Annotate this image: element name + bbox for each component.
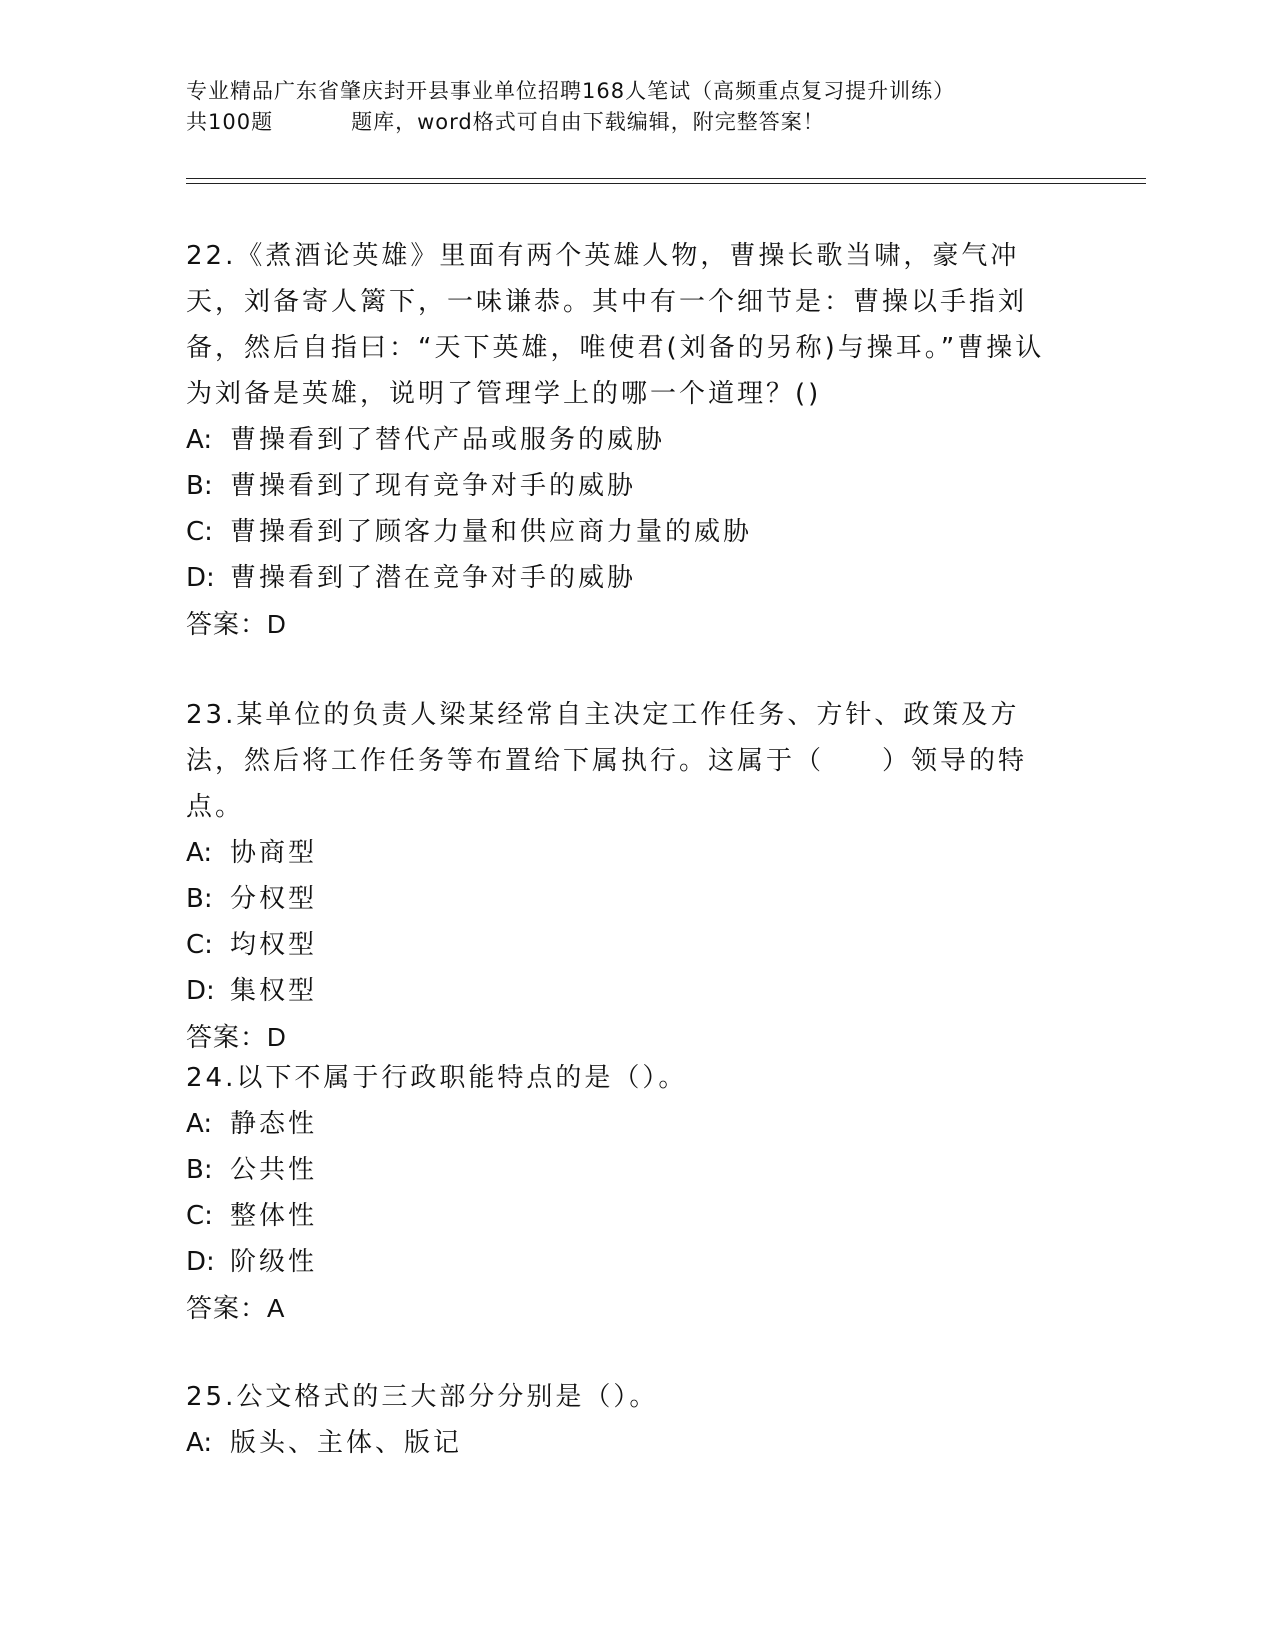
option-c xyxy=(186,1193,1066,1239)
option-label: C: xyxy=(186,1201,213,1231)
option-a xyxy=(186,1101,1066,1147)
option-b xyxy=(186,1147,1066,1193)
option-text: 阶级性 xyxy=(230,1247,318,1277)
option-label: A: xyxy=(186,1428,213,1458)
option-text: 均权型 xyxy=(230,930,318,960)
option-text: 曹操看到了替代产品或服务的威胁 xyxy=(230,425,666,455)
header-rule-bottom xyxy=(186,183,1146,184)
question-24 xyxy=(186,1055,1066,1331)
option-label: A: xyxy=(186,838,213,868)
option-text: 曹操看到了现有竞争对手的威胁 xyxy=(230,471,637,501)
option-c xyxy=(186,509,1066,555)
question-text: 22.《煮酒论英雄》里面有两个英雄人物，曹操长歌当啸，豪气冲天，刘备寄人篱下，一味谦恭。其中有一个细节是：曹操以手指刘备，然后自指曰：“天下英雄，唯使君(刘备的另称)与操耳。”曹操认为刘备是英雄，说明了管理学上的哪一个道理？() xyxy=(186,241,1045,409)
answer-line: 答案：D xyxy=(186,1022,287,1052)
answer-line: 答案：A xyxy=(186,1293,286,1323)
option-text: 协商型 xyxy=(230,838,318,868)
question-22 xyxy=(186,233,1066,647)
header-description: 题库，word格式可自由下载编辑，附完整答案！ xyxy=(351,110,825,134)
option-text: 版头、主体、版记 xyxy=(230,1428,463,1458)
option-text: 整体性 xyxy=(230,1201,318,1231)
question-text: 25.公文格式的三大部分分别是（）。 xyxy=(186,1382,659,1412)
option-text: 曹操看到了潜在竞争对手的威胁 xyxy=(230,563,637,593)
option-label: B: xyxy=(186,884,213,914)
header-subtitle-line xyxy=(186,107,1086,138)
option-label: D: xyxy=(186,563,215,593)
page-header xyxy=(186,76,1086,138)
option-label: A: xyxy=(186,1109,213,1139)
option-d xyxy=(186,1239,1066,1285)
option-label: D: xyxy=(186,1247,215,1277)
option-text: 曹操看到了顾客力量和供应商力量的威胁 xyxy=(230,517,753,547)
option-text: 集权型 xyxy=(230,976,318,1006)
header-question-count: 共100题 xyxy=(186,110,274,134)
question-text: 24.以下不属于行政职能特点的是（）。 xyxy=(186,1063,688,1093)
option-a xyxy=(186,417,1066,463)
header-rule-top xyxy=(186,178,1146,179)
option-a xyxy=(186,1420,1066,1466)
option-b xyxy=(186,463,1066,509)
option-label: A: xyxy=(186,425,213,455)
option-text: 公共性 xyxy=(230,1155,318,1185)
option-d xyxy=(186,555,1066,601)
question-23 xyxy=(186,692,1066,1060)
option-text: 静态性 xyxy=(230,1109,318,1139)
answer-line: 答案：D xyxy=(186,609,287,639)
option-text: 分权型 xyxy=(230,884,318,914)
question-text: 23.某单位的负责人梁某经常自主决定工作任务、方针、政策及方法，然后将工作任务等布置给下属执行。这属于（ ）领导的特点。 xyxy=(186,700,1028,822)
option-label: B: xyxy=(186,471,213,501)
option-label: D: xyxy=(186,976,215,1006)
option-c xyxy=(186,922,1066,968)
option-a xyxy=(186,830,1066,876)
option-label: C: xyxy=(186,930,213,960)
option-label: B: xyxy=(186,1155,213,1185)
question-25 xyxy=(186,1374,1066,1466)
option-b xyxy=(186,876,1066,922)
header-title-line: 专业精品广东省肇庆封开县事业单位招聘168人笔试（高频重点复习提升训练） xyxy=(186,79,956,103)
option-d xyxy=(186,968,1066,1014)
option-label: C: xyxy=(186,517,213,547)
